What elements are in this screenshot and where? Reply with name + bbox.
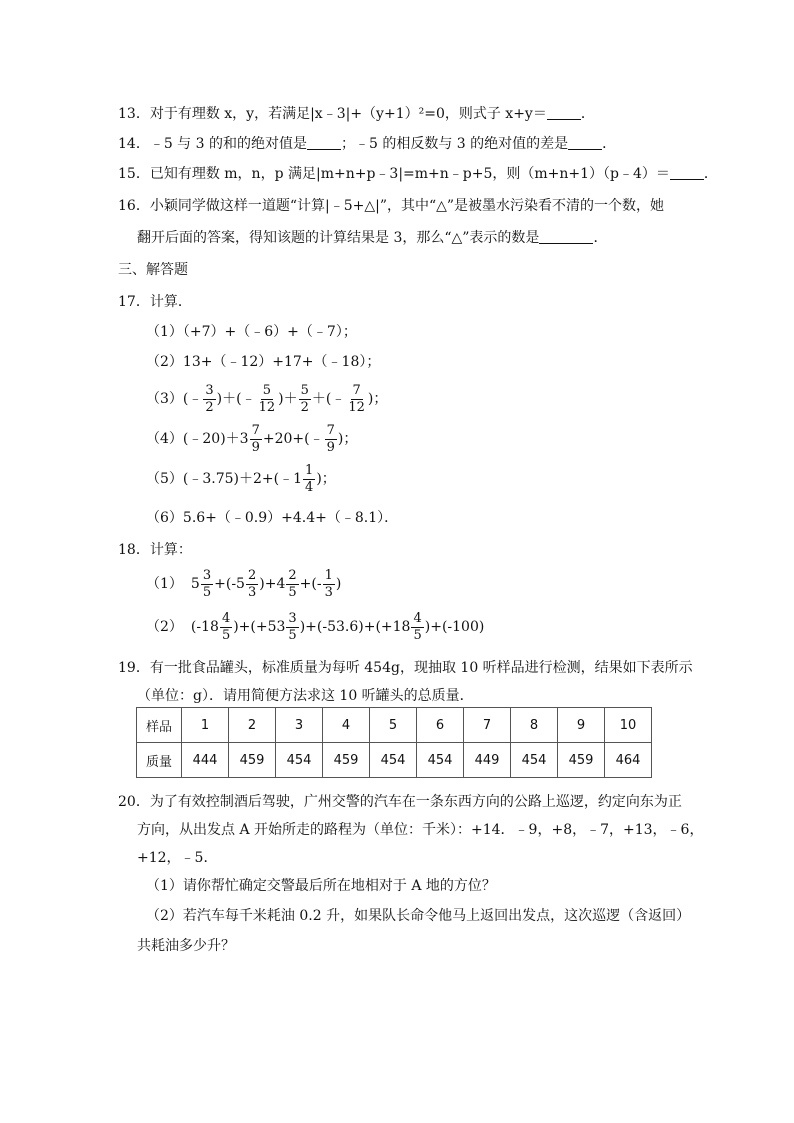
- denominator: 5: [202, 584, 212, 600]
- question-number: 20．: [118, 794, 150, 810]
- question-title: 计算：: [149, 542, 192, 558]
- question-17: [118, 292, 794, 312]
- q18-part-2: [146, 608, 794, 646]
- denominator: 4: [305, 479, 314, 495]
- question-text: 对于有理数 x，y，若满足|x﹣3|+（y+1）²=0，则式子 x+y＝: [149, 106, 547, 122]
- fraction: [246, 568, 258, 601]
- table-cell: 459: [558, 743, 605, 778]
- math-text: )＋: [278, 391, 298, 407]
- q20-part-2: （2）若汽车每千米耗油 0.2 升，如果队长命令他马上返回出发点，这次巡逻（含返回）: [146, 908, 691, 924]
- question-13: [118, 104, 794, 124]
- question-number: 13．: [118, 106, 150, 122]
- sample-table: [136, 707, 652, 778]
- fraction: [323, 568, 335, 601]
- answer-blank[interactable]: [670, 165, 704, 180]
- section-heading: 三、解答题: [118, 262, 188, 278]
- part-label: （5）: [146, 471, 183, 487]
- question-19: [118, 658, 794, 678]
- denominator: 9: [251, 439, 260, 455]
- fraction: [257, 383, 278, 416]
- question-number: 18．: [118, 542, 150, 558]
- numerator: 1: [324, 567, 333, 583]
- numerator: 7: [326, 422, 335, 438]
- question-number: 17．: [118, 294, 150, 310]
- row-header: 质量: [137, 743, 182, 778]
- question-text: ﹣5 的相反数与 3 的绝对值的差是: [355, 136, 569, 152]
- table-cell: 5: [370, 708, 417, 743]
- table-cell: 459: [323, 743, 370, 778]
- question-16-continued: [137, 228, 794, 248]
- numerator: 2: [288, 567, 297, 583]
- q18-part-1: [146, 565, 794, 603]
- table-cell: 4: [323, 708, 370, 743]
- table-cell: 454: [417, 743, 464, 778]
- fraction: [201, 568, 213, 601]
- row-header: 样品: [137, 708, 182, 743]
- denominator: 5: [221, 627, 231, 643]
- table-cell: 454: [276, 743, 323, 778]
- numerator: 3: [205, 382, 214, 398]
- table-cell: 7: [464, 708, 511, 743]
- table-cell: 449: [464, 743, 511, 778]
- question-number: 15．: [118, 166, 150, 182]
- punctuation: ．: [593, 230, 608, 246]
- table-cell: 464: [605, 743, 652, 778]
- question-20: [118, 792, 794, 812]
- numerator: 3: [288, 610, 297, 626]
- part-label: （4）: [146, 431, 183, 447]
- question-18: [118, 540, 794, 560]
- table-cell: 454: [370, 743, 417, 778]
- part-label: （1）: [146, 576, 183, 592]
- answer-blank[interactable]: [547, 105, 581, 120]
- math-text: )+(-100): [424, 619, 485, 635]
- denominator: 12: [258, 399, 276, 415]
- math-text: +(-: [299, 576, 322, 592]
- denominator: 5: [413, 627, 422, 643]
- table-cell: 459: [229, 743, 276, 778]
- question-number: 14．: [118, 136, 150, 152]
- q17-part-6: （6）5.6+（﹣0.9）+4.4+（﹣8.1）．: [146, 510, 399, 526]
- fraction: [286, 568, 298, 601]
- question-text: 已知有理数 m，n，p 满足|m+n+p﹣3|=m+n﹣p+5，则（m+n+1）（p﹣4）＝: [149, 166, 670, 182]
- fraction: [203, 383, 215, 416]
- table-row: [137, 708, 652, 743]
- math-text: +20+(﹣: [262, 431, 324, 447]
- table-cell: 8: [511, 708, 558, 743]
- numerator: 1: [305, 462, 314, 478]
- denominator: 12: [348, 399, 365, 415]
- question-15: [118, 164, 794, 184]
- punctuation: ．: [703, 166, 718, 182]
- math-text: ): [335, 576, 342, 592]
- math-text: (-18: [190, 619, 219, 635]
- math-text: )；: [337, 431, 358, 447]
- answer-blank[interactable]: [568, 135, 602, 150]
- numerator: 4: [221, 610, 231, 626]
- math-text: (﹣20)＋3: [182, 431, 249, 447]
- table-cell: 3: [276, 708, 323, 743]
- question-text: 翻开后面的答案，得知该题的计算结果是 3，那么“△”表示的数是: [137, 230, 540, 246]
- fraction: [346, 383, 367, 416]
- question-number: 16．: [118, 198, 150, 214]
- fraction: [303, 463, 315, 496]
- numerator: 4: [413, 610, 422, 626]
- fraction: [411, 611, 423, 644]
- numerator: 3: [202, 567, 212, 583]
- math-text: ＋(﹣: [311, 391, 346, 407]
- question-number: 19．: [118, 660, 150, 676]
- q17-part-2: （2）13+（﹣12）+17+（﹣18）；: [146, 354, 381, 370]
- question-20-continued: +12，﹣5．: [137, 850, 218, 866]
- table-cell: 454: [511, 743, 558, 778]
- numerator: 5: [262, 382, 272, 398]
- q17-part-1: （1）（+7）+（﹣6）+（﹣7）；: [146, 324, 357, 340]
- denominator: 3: [247, 584, 257, 600]
- denominator: 2: [300, 399, 309, 415]
- q17-part-3: [146, 380, 794, 418]
- question-text: 有一批食品罐头，标准质量为每听 454g，现抽取 10 听样品进行检测，结果如下表所示: [149, 660, 693, 676]
- answer-blank[interactable]: [539, 229, 593, 244]
- question-text: 小颖同学做这样一道题“计算|﹣5+△|”，其中“△”是被墨水污染看不清的一个数，她: [149, 198, 665, 214]
- question-text: ﹣5 与 3 的和的绝对值是: [149, 136, 307, 152]
- table-cell: 9: [558, 708, 605, 743]
- numerator: 7: [352, 382, 361, 398]
- table-cell: 10: [605, 708, 652, 743]
- table-row: [137, 743, 652, 778]
- numerator: 2: [247, 567, 257, 583]
- denominator: 5: [288, 584, 297, 600]
- question-14: [118, 134, 794, 154]
- fraction: [220, 611, 232, 644]
- table-cell: 6: [417, 708, 464, 743]
- denominator: 9: [326, 439, 335, 455]
- q20-part-1: （1）请你帮忙确定交警最后所在地相对于 A 地的方位？: [146, 878, 496, 894]
- part-label: （2）: [146, 619, 183, 635]
- table-cell: 2: [229, 708, 276, 743]
- math-text: )+(+53: [233, 619, 286, 635]
- punctuation: ；: [341, 136, 355, 152]
- fraction: [299, 383, 311, 416]
- denominator: 3: [324, 584, 333, 600]
- part-label: （3）: [146, 391, 183, 407]
- question-title: 计算．: [149, 294, 192, 310]
- math-text: )+(-53.6)+(+18: [299, 619, 411, 635]
- q20-part-2-continued: 共耗油多少升？: [137, 938, 235, 954]
- question-16: [118, 196, 794, 216]
- fraction: [325, 423, 337, 456]
- table-cell: 1: [182, 708, 229, 743]
- fraction: [250, 423, 262, 456]
- question-20-continued: 方向，从出发点 A 开始所走的路程为（单位：千米）：+14．﹣9，+8，﹣7，+13，﹣6，: [137, 822, 704, 838]
- math-text: +(-5: [214, 576, 245, 592]
- question-19-continued: （单位：g）．请用简便方法求这 10 听罐头的总质量．: [137, 688, 474, 704]
- denominator: 5: [288, 627, 297, 643]
- punctuation: ．: [580, 106, 595, 122]
- numerator: 5: [300, 382, 309, 398]
- math-text: 5: [190, 576, 200, 592]
- table-cell: 444: [182, 743, 229, 778]
- math-text: (﹣3.75)＋2+(﹣1: [182, 471, 303, 487]
- math-text: )；: [367, 391, 388, 407]
- math-text: (﹣: [182, 391, 203, 407]
- math-text: )；: [316, 471, 336, 487]
- numerator: 7: [251, 422, 260, 438]
- punctuation: ．: [602, 136, 617, 152]
- denominator: 2: [205, 399, 214, 415]
- math-text: )+4: [259, 576, 286, 592]
- fraction: [286, 611, 298, 644]
- answer-blank[interactable]: [307, 135, 341, 150]
- question-text: 为了有效控制酒后驾驶，广州交警的汽车在一条东西方向的公路上巡逻，约定向东为正: [149, 794, 682, 810]
- q17-part-5: [146, 460, 794, 498]
- math-text: )＋(﹣: [216, 391, 256, 407]
- q17-part-4: [146, 420, 794, 458]
